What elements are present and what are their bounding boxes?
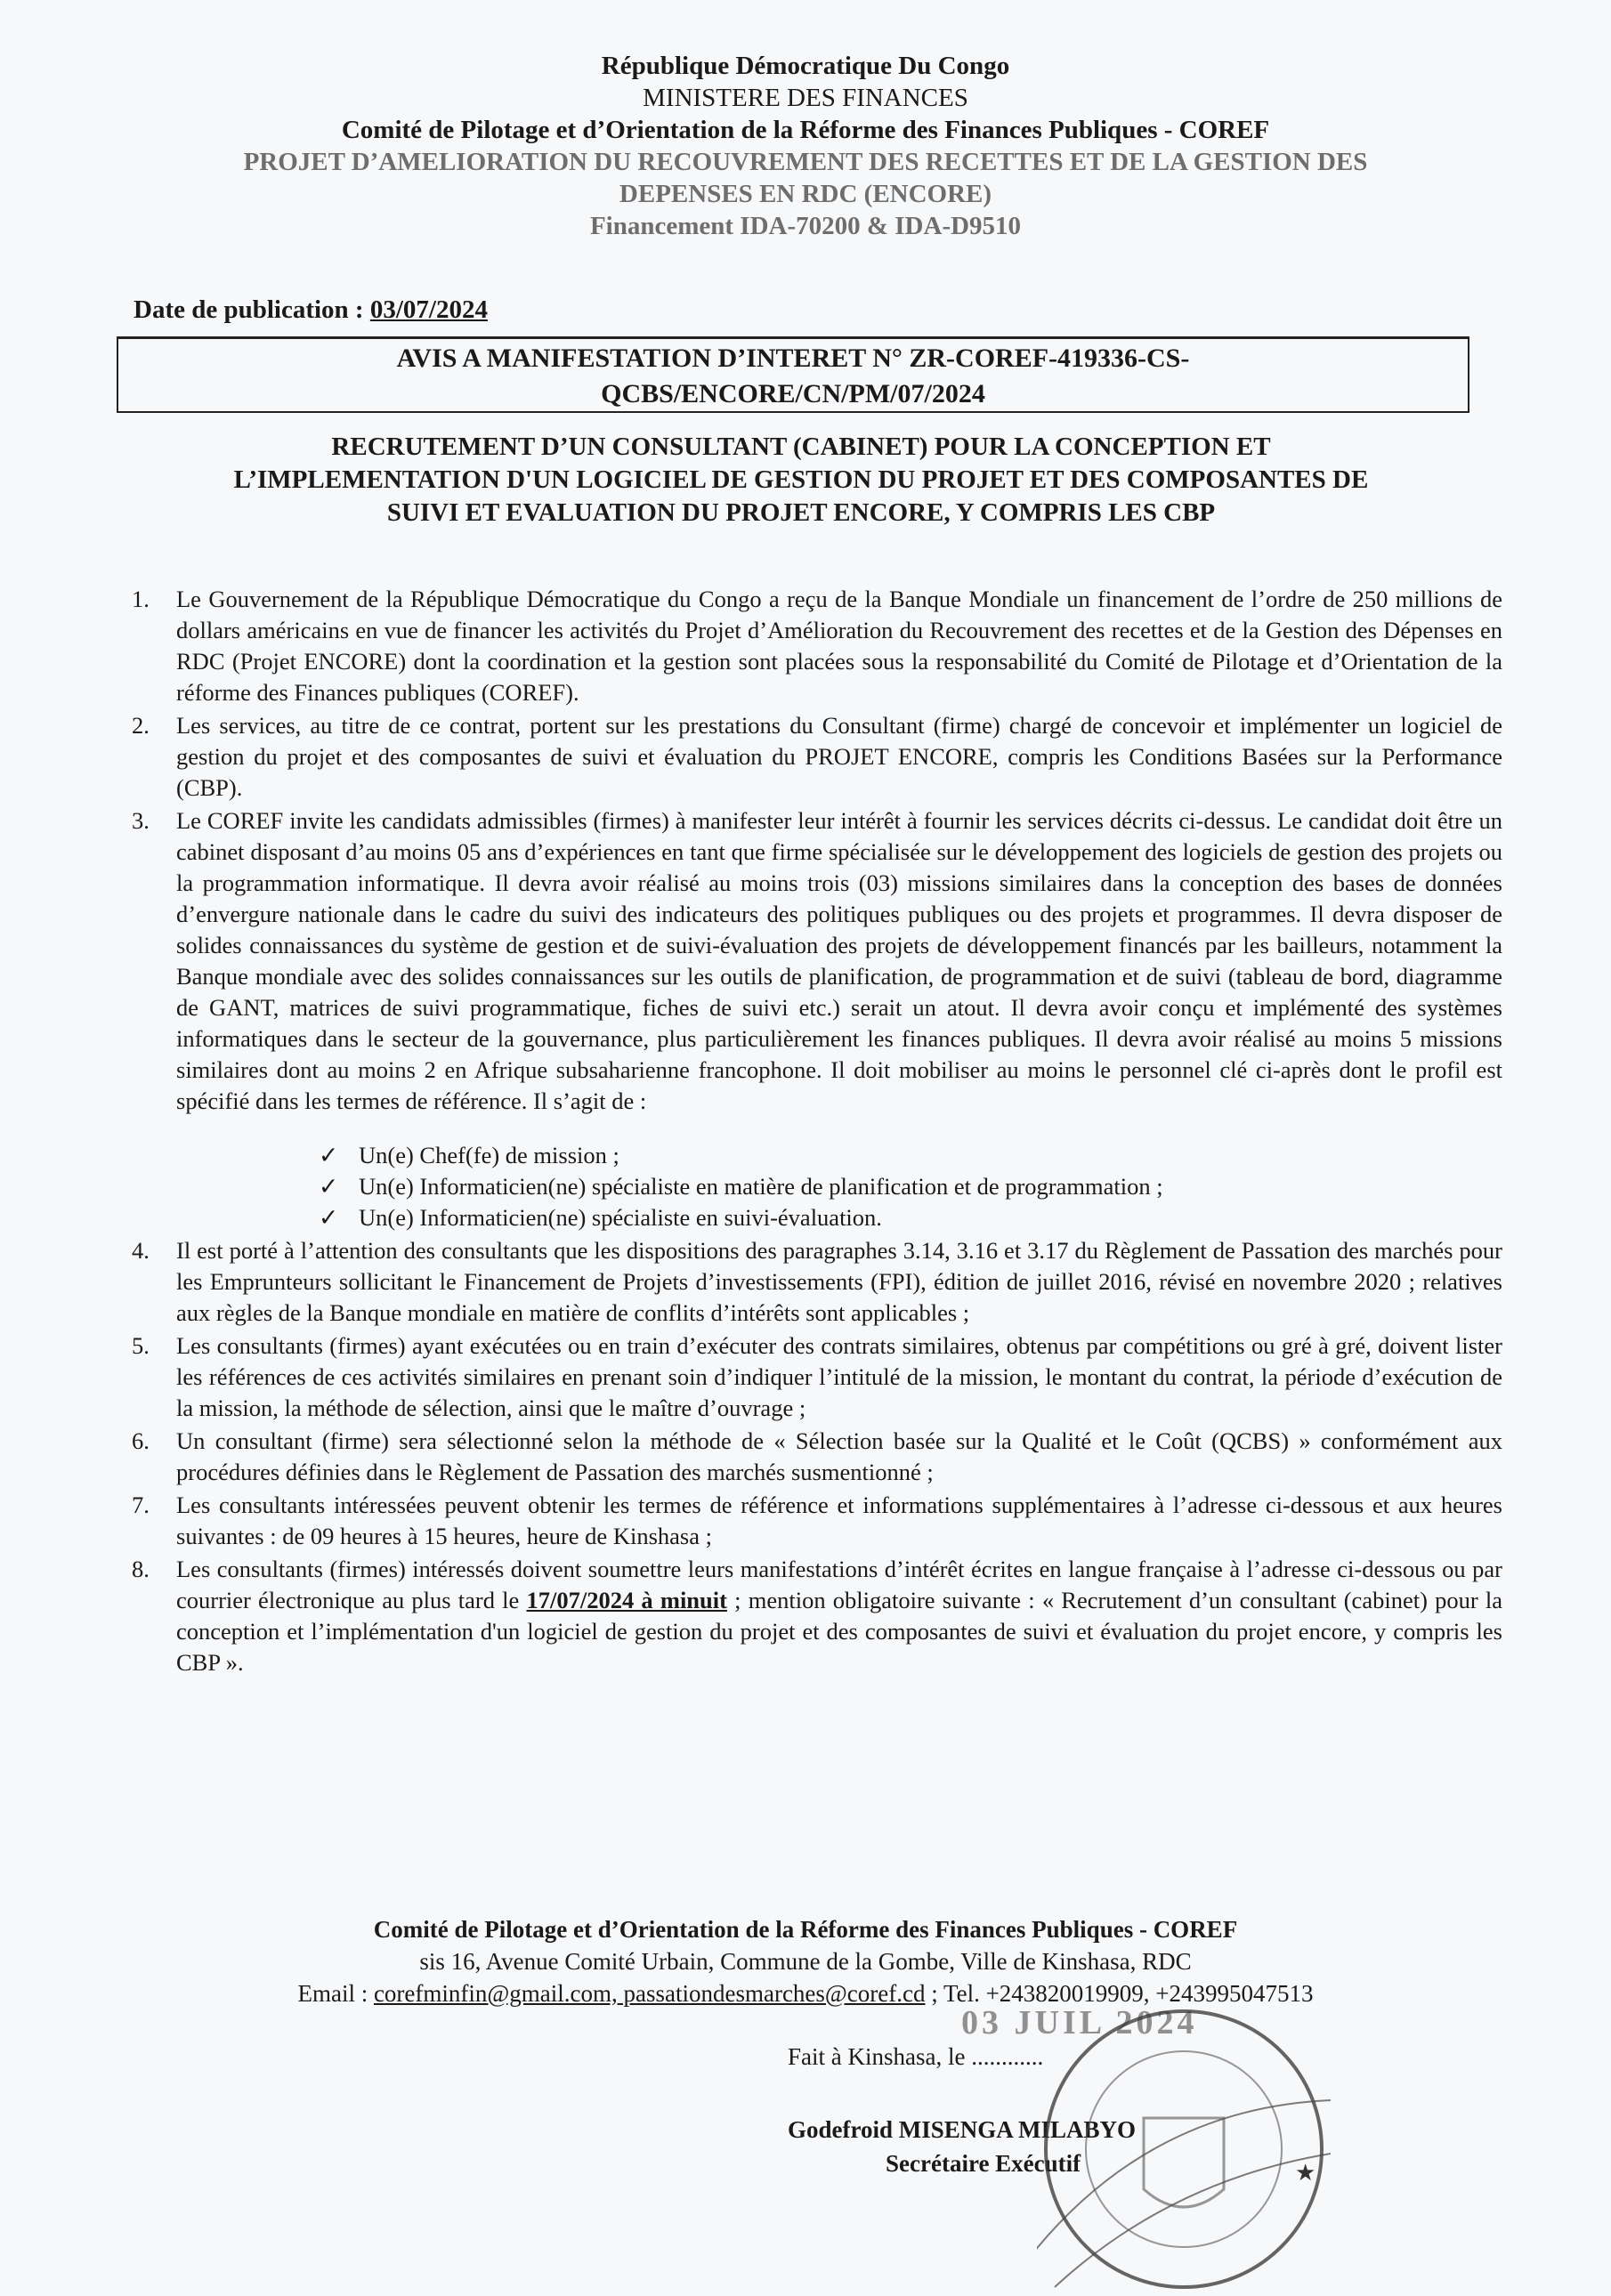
date-stamp: 03 JUIL 2024 xyxy=(961,2004,1198,2041)
telephone: ; Tel. +243820019909, +243995047513 xyxy=(925,1980,1314,2007)
clause-text: Il est porté à l’attention des consultants que les dispositions des paragraphes 3.14, 3.16 et 3.17 du Règlement de Passation des marchés pour les Emprunteurs sollicitant le Financement de Projets d’investissements (FPI), édition de juillet 2016, révisé en novembre 2020 ; relatives aux règles de la Banque mondiale en matière de conflits d’intérêts sont applicables ; xyxy=(176,1237,1502,1326)
clause-number: 6. xyxy=(132,1427,150,1454)
footer-org: Comité de Pilotage et d’Orientation de la Réforme des Finances Publiques - COREF xyxy=(373,1916,1238,1943)
clause-text: Un consultant (firme) sera sélectionné selon la méthode de « Sélection basée sur la Qualité et le Coût (QCBS) » conformément aux procédures définies dans le Règlement de Passation des marchés susmentionné ; xyxy=(176,1427,1502,1485)
deadline: 17/07/2024 à minuit xyxy=(526,1587,727,1613)
numbered-clauses xyxy=(132,584,1502,1680)
notice-line-2: QCBS/ENCORE/CN/PM/07/2024 xyxy=(601,379,985,408)
letterhead xyxy=(0,50,1611,242)
clause-number: 4. xyxy=(132,1237,150,1264)
place-date: Fait à Kinshasa, le ............ xyxy=(788,2043,1044,2070)
key-staff-item xyxy=(319,1171,1502,1202)
committee: Comité de Pilotage et d’Orientation de la Réforme des Finances Publiques - COREF xyxy=(341,116,1270,144)
publication-date xyxy=(134,295,488,325)
key-staff-text: Un(e) Informaticien(ne) spécialiste en suivi-évaluation. xyxy=(359,1204,882,1231)
clause-text xyxy=(176,1554,1502,1678)
title-line-3: SUIVI ET EVALUATION DU PROJET ENCORE, Y COMPRIS LES CBP xyxy=(386,498,1216,527)
clause-1 xyxy=(132,584,1502,708)
key-staff-item xyxy=(319,1202,1502,1233)
clause-text: Les consultants (firmes) ayant exécutées ou en train d’exécuter des contrats similaires, obtenus par compétitions ou gré à gré, doivent lister les références de ces activités similaires en prenant soin d’indiquer l’intitulé de la mission, le montant du contrat, la période d’exécution de la mission, la méthode de sélection, ainsi que le maître d’ouvrage ; xyxy=(176,1332,1502,1421)
publication-date-value: 03/07/2024 xyxy=(369,295,488,324)
clause-text: Les services, au titre de ce contrat, portent sur les prestations du Consultant (firme) chargé de concevoir et implémenter un logiciel de gestion du projet et des composantes de suivi et évaluation du PROJET ENCORE, compris les Conditions Basées sur la Performance (CBP). xyxy=(176,712,1502,801)
key-staff-list xyxy=(319,1140,1502,1233)
clause-8 xyxy=(132,1554,1502,1678)
title-line-2: L’IMPLEMENTATION D'UN LOGICIEL DE GESTION DU PROJET ET DES COMPOSANTES DE xyxy=(233,465,1369,494)
project-line-1: PROJET D’AMELIORATION DU RECOUVREMENT DES RECETTES ET DE LA GESTION DES xyxy=(243,148,1368,176)
clause-text-part: Les consultants (firmes) intéressés doivent soumettre leurs manifestations d’intérêt écrites en langue française à l’adresse ci-dessous ou par courrier électronique au plus tard le xyxy=(176,1556,1502,1613)
country: République Démocratique Du Congo xyxy=(601,52,1010,80)
clause-5 xyxy=(132,1330,1502,1424)
clause-4 xyxy=(132,1235,1502,1329)
signatory-name: Godefroid MISENGA MILABYO xyxy=(788,2116,1137,2143)
key-staff-item xyxy=(319,1140,1502,1171)
signatory-role: Secrétaire Exécutif xyxy=(886,2150,1081,2177)
notice-line-1: AVIS A MANIFESTATION D’INTERET N° ZR-COREF-419336-CS- xyxy=(396,344,1190,373)
title-line-1: RECRUTEMENT D’UN CONSULTANT (CABINET) POUR LA CONCEPTION ET xyxy=(331,433,1271,461)
clause-text: Les consultants intéressées peuvent obtenir les termes de référence et informations supplémentaires à l’adresse ci-dessous et aux heures suivantes : de 09 heures à 15 heures, heure de Kinshasa ; xyxy=(176,1492,1502,1549)
clause-number: 5. xyxy=(132,1332,150,1359)
checkmark-icon: ✓ xyxy=(319,1142,339,1168)
official-seal-icon xyxy=(1037,2002,1331,2296)
ministry: MINISTERE DES FINANCES xyxy=(643,84,968,112)
clause-number: 2. xyxy=(132,712,150,739)
clause-text: Le COREF invite les candidats admissibles (firmes) à manifester leur intérêt à fournir les services décrits ci-dessus. Le candidat doit être un cabinet disposant d’au moins 05 ans d’expériences en tant que firme spécialisée sur le développement des logiciels de gestion des projets ou la programmation informatique. Il devra avoir réalisé au moins trois (03) missions similaires dans la conception des bases de données d’envergure nationale dans le cadre du suivi des indicateurs des politiques publiques ou des projets et programmes. Il devra disposer de solides connaissances du système de gestion et de suivi-évaluation des projets de développement financés par les bailleurs, notamment la Banque mondiale avec des solides connaissances sur les outils de planification, de programmation et de suivi (tableau de bord, diagramme de GANT, matrices de suivi programmatique, fiches de suivi etc.) serait un atout. Il devra avoir conçu et implémenté des systèmes informatiques dans le secteur de la gouvernance, plus particulièrement les finances publiques. Il devra avoir réalisé au moins 5 missions similaires dont au moins 2 en Afrique subsaharienne francophone. Il doit mobiliser au moins le personnel clé ci-après dont le profil est spécifié dans les termes de référence. Il s’agit de : xyxy=(176,807,1502,1114)
project-line-2: DEPENSES EN RDC (ENCORE) xyxy=(619,180,992,208)
clause-number: 7. xyxy=(132,1492,150,1518)
checkmark-icon: ✓ xyxy=(319,1204,339,1231)
clause-2 xyxy=(132,710,1502,804)
footer-contact xyxy=(0,1977,1611,2009)
contact-block xyxy=(0,1913,1611,2009)
svg-text:★: ★ xyxy=(1295,2160,1316,2186)
notice-reference-box xyxy=(117,336,1469,413)
clause-text: Le Gouvernement de la République Démocratique du Congo a reçu de la Banque Mondiale un financement de l’ordre de 250 millions de dollars américains en vue de financer les activités du Projet d’Amélioration du Recouvrement des recettes et de la Gestion des Dépenses en RDC (Projet ENCORE) dont la coordination et la gestion sont placées sous la responsabilité du Comité de Pilotage et d’Orientation de la réforme des Finances publiques (COREF). xyxy=(176,586,1502,706)
checkmark-icon: ✓ xyxy=(319,1173,339,1200)
clause-number: 3. xyxy=(132,807,150,834)
clause-number: 8. xyxy=(132,1556,150,1582)
publication-label: Date de publication : xyxy=(134,295,364,324)
email-links[interactable]: corefminfin@gmail.com, passationdesmarches@coref.cd xyxy=(373,1980,926,2007)
clause-6 xyxy=(132,1426,1502,1488)
financing: Financement IDA-70200 & IDA-D9510 xyxy=(589,212,1022,240)
key-staff-text: Un(e) Informaticien(ne) spécialiste en matière de planification et de programmation ; xyxy=(359,1173,1163,1200)
clause-text-part: ; mention obligatoire suivante : « Recrutement d’un consultant (cabinet) pour la conception et l’implémentation d'un logiciel de gestion du projet et des composantes de suivi et évaluation du projet encore, y compris les CBP ». xyxy=(176,1587,1502,1676)
clause-3 xyxy=(132,805,1502,1233)
document-title xyxy=(134,431,1469,530)
email-label: Email : xyxy=(297,1980,374,2007)
key-staff-text: Un(e) Chef(fe) de mission ; xyxy=(359,1142,619,1168)
clause-7 xyxy=(132,1490,1502,1552)
footer-address: sis 16, Avenue Comité Urbain, Commune de la Gombe, Ville de Kinshasa, RDC xyxy=(419,1948,1192,1975)
clause-number: 1. xyxy=(132,586,150,612)
